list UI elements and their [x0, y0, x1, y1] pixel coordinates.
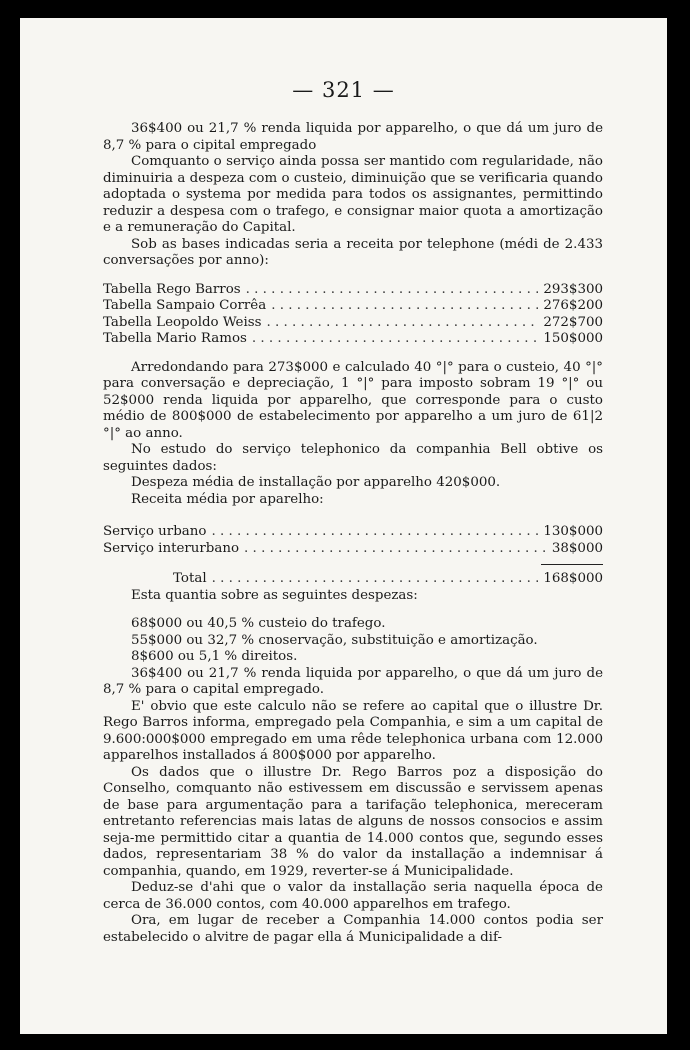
- tabella-label: Tabella Leopoldo Weiss: [103, 314, 262, 330]
- despeza-item: 36$400 ou 21,7 % renda liquida por apparelho, o que dá um juro de 8,7 % para o capital empregado.: [103, 665, 603, 697]
- despeza-item: 55$000 ou 32,7 % cnoservação, substituição e amortização.: [131, 632, 538, 648]
- line-despeza-media: Despeza média de installação por apparelho 420$000.: [131, 475, 501, 490]
- tabella-label: Tabella Mario Ramos: [103, 331, 247, 346]
- tabella-row: [103, 315, 603, 332]
- page-number: — 321 —: [292, 78, 395, 102]
- leader-dots: [252, 331, 538, 348]
- paragraph-obvio: E' obvio que este calculo não se refere ao capital que o illustre Dr. Rego Barros informa, empregado pela Companhia, e sim a um capital de 9.600:000$000 empregado em uma rêde telephonica urbana com 12.000 apparelhos installados á 800$000 por apparelho.: [103, 698, 603, 763]
- total-label: Total: [173, 571, 207, 586]
- line-receita-media: Receita média por aparelho:: [131, 491, 324, 507]
- paragraph-comquanto: Comquanto o serviço ainda possa ser mantido com regularidade, não diminuiria a despeza com o custeio, diminuição que se verificaria quando adoptada o systema por medida para todos os assignantes, permittindo reduzir a despesa com o trafego, e consignar maior quota a amortização e a remuneração do Capital.: [103, 154, 603, 235]
- despeza-item: 8$600 ou 5,1 % direitos.: [131, 649, 298, 664]
- servico-row: [103, 524, 603, 541]
- document-page: [20, 18, 667, 1034]
- tabella-label: Tabella Sampaio Corrêa: [103, 298, 267, 313]
- tabella-row: [103, 331, 603, 348]
- tabella-amount: 276$200: [543, 298, 603, 313]
- leader-dots: [271, 298, 538, 315]
- despeza-item: 68$000 ou 40,5 % custeio do trafego.: [131, 616, 386, 631]
- sum-rule-row: [103, 557, 603, 571]
- servico-row: [103, 541, 603, 558]
- paragraph-deduz: Deduz-se d'ahi que o valor da installação seria naquella época de cerca de 36.000 contos, com 40.000 apparelhos em trafego.: [103, 880, 603, 912]
- leader-dots: [266, 315, 538, 332]
- tabella-amount: 272$700: [543, 314, 603, 330]
- servico-label: Serviço interurbano: [103, 540, 240, 556]
- sum-rule: [541, 564, 603, 565]
- leader-dots: [212, 571, 539, 588]
- paragraph-arredondando: Arredondando para 273$000 e calculado 40 °|° para o custeio, 40 °|° para conversação e depreciação, 1 °|° para imposto sobram 19 °|° ou 52$000 renda liquida por apparelho, que corresponde para o custo médio de 800$000 de estabelecimento por apparelho a um juro de 61|2 °|° ao anno.: [103, 359, 603, 441]
- paragraph-estudo-bell: No estudo do serviço telephonico da companhia Bell obtive os seguintes dados:: [103, 442, 603, 474]
- page-body: [103, 121, 603, 946]
- tabella-row: [103, 282, 603, 299]
- servico-label: Serviço urbano: [103, 524, 207, 539]
- paragraph-ora: Ora, em lugar de receber a Companhia 14.000 contos podia ser estabelecido o alvitre de pagar ella á Municipalidade a dif-: [103, 913, 603, 945]
- tabella-amount: 293$300: [543, 281, 603, 297]
- servico-amount: 130$000: [543, 524, 603, 539]
- paragraph-bases: Sob as bases indicadas seria a receita por telephone (médi de 2.433 conversações por anno):: [103, 236, 603, 268]
- paragraph-renda: 36$400 ou 21,7 % renda liquida por apparelho, o que dá um juro de 8,7 % para o cipital empregado: [103, 121, 603, 153]
- servico-list: [103, 524, 603, 588]
- tabella-label: Tabella Rego Barros: [103, 281, 241, 297]
- leader-dots: [246, 282, 539, 299]
- despeza-list: [103, 616, 603, 699]
- total-amount: 168$000: [543, 571, 603, 586]
- tabella-amount: 150$000: [543, 331, 603, 346]
- leader-dots: [244, 541, 547, 558]
- tabella-list: [103, 282, 603, 348]
- servico-amount: 38$000: [551, 540, 603, 556]
- total-row: [103, 571, 603, 588]
- leader-dots: [211, 524, 538, 541]
- tabella-row: [103, 298, 603, 315]
- paragraph-quantia: Esta quantia sobre as seguintes despezas:: [131, 587, 418, 603]
- paragraph-dados-rego-barros: Os dados que o illustre Dr. Rego Barros poz a disposição do Conselho, comquanto não estivessem em discussão e servissem apenas de base para argumentação para a tarifação telephonica, mereceram entretanto referencias mais latas de alguns de nossos consocios e assim seja-me permittido citar a quantia de 14.000 contos que, segundo esses dados, representariam 38 % do valor da installação a indemnisar á companhia, quando, em 1929, reverter-se á Municipalidade.: [103, 764, 603, 879]
